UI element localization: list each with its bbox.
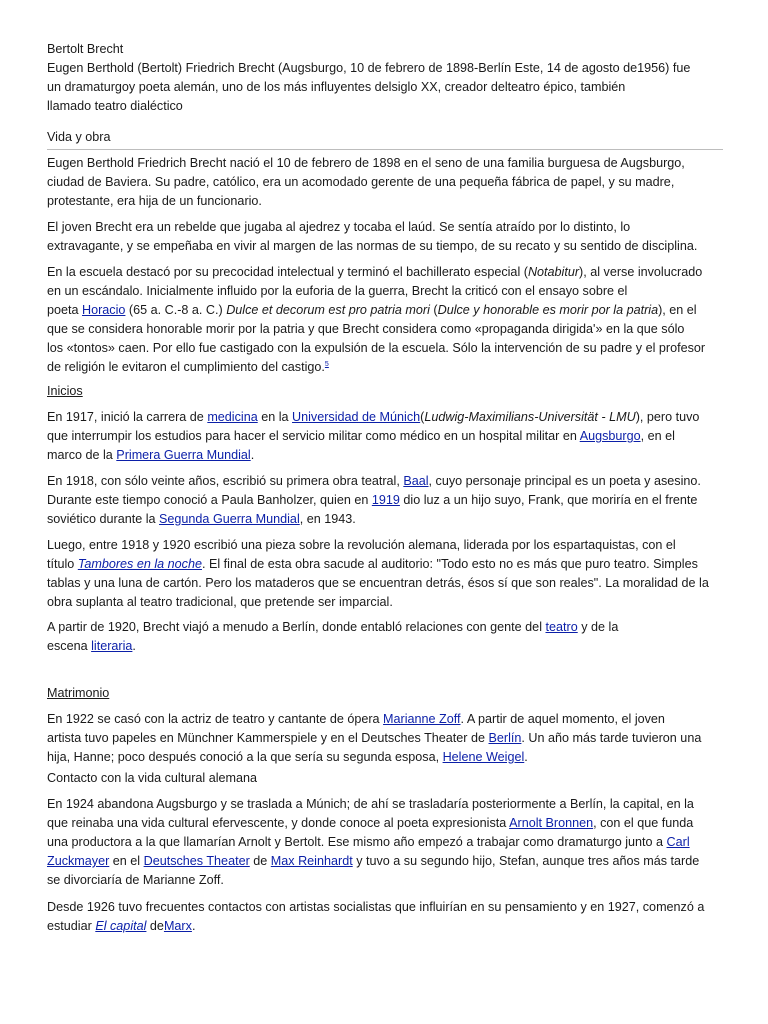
text-run: En 1918, con sólo veinte años, escribió su primera obra teatral, bbox=[47, 474, 404, 488]
link-medicina[interactable]: medicina bbox=[207, 410, 258, 424]
text-run: en la bbox=[257, 410, 293, 424]
text-line bbox=[47, 917, 723, 936]
text-run: . El final de esta obra sacude al auditorio: "Todo esto no es más que puro teatro. Simples bbox=[201, 557, 698, 571]
link-deutsches-theater[interactable]: Deutsches Theater bbox=[143, 854, 250, 868]
text-line bbox=[47, 637, 723, 656]
text-run: de bbox=[249, 854, 271, 868]
text-run-italic: Dulce et decorum est pro patria mori bbox=[226, 303, 430, 317]
section-heading-inicios bbox=[47, 382, 723, 401]
link-universidad-munich[interactable]: Universidad de Múnich bbox=[292, 410, 421, 424]
paragraph-inicios-2 bbox=[47, 472, 723, 529]
text-run: . Un año más tarde tuvieron una bbox=[521, 731, 702, 745]
text-line bbox=[47, 748, 723, 767]
article-title: Bertolt Brecht bbox=[47, 42, 124, 56]
section-heading-vida bbox=[47, 128, 723, 147]
text-line: que se considera honorable morir por la patria y que Brecht considera como «propaganda dirigida'» en la que sólo bbox=[47, 322, 685, 336]
link-augsburgo[interactable]: Augsburgo bbox=[579, 429, 641, 443]
paragraph-inicios-4 bbox=[47, 618, 723, 656]
paragraph-vida-1 bbox=[47, 154, 723, 211]
intro-block bbox=[47, 40, 723, 116]
text-run: hija, Hanne; poco después conoció a la que sería su segunda esposa, bbox=[47, 750, 443, 764]
text-run-italic: Tambores en la noche bbox=[77, 557, 202, 571]
text-line bbox=[47, 814, 723, 833]
link-carl-zuckmayer-cont[interactable]: Zuckmayer bbox=[47, 854, 110, 868]
paragraph-vida-3 bbox=[47, 263, 723, 377]
link-literaria[interactable]: literaria bbox=[91, 639, 133, 653]
text-run: poeta bbox=[47, 303, 83, 317]
text-run: y de la bbox=[577, 620, 619, 634]
text-run: . bbox=[191, 919, 196, 933]
link-marianne-zoff[interactable]: Marianne Zoff bbox=[383, 712, 461, 726]
text-line: se divorciaría de Marianne Zoff. bbox=[47, 873, 224, 887]
text-run: , con el que funda bbox=[593, 816, 694, 830]
section-heading-matrimonio-text[interactable]: Matrimonio bbox=[47, 686, 110, 700]
text-line: Eugen Berthold Friedrich Brecht nació el 10 de febrero de 1898 en el seno de una familia burguesa de Augsburgo, bbox=[47, 156, 685, 170]
paragraph-inicios-3 bbox=[47, 536, 723, 612]
text-line: Luego, entre 1918 y 1920 escribió una pieza sobre la revolución alemana, liderada por los espartaquistas, con el bbox=[47, 538, 676, 552]
link-berlin[interactable]: Berlín bbox=[488, 731, 522, 745]
link-tambores-en-la-noche[interactable] bbox=[78, 557, 202, 571]
text-run: ), en el bbox=[658, 303, 697, 317]
link-horacio[interactable]: Horacio bbox=[82, 303, 126, 317]
link-helene-weigel[interactable]: Helene Weigel bbox=[442, 750, 525, 764]
text-line bbox=[47, 491, 723, 510]
text-run-italic: Ludwig-Maximilians-Universität - LMU bbox=[424, 410, 636, 424]
text-run-italic: Dulce y honorable es morir por la patria bbox=[437, 303, 659, 317]
text-run: de religión le evitaron el cumplimiento del castigo. bbox=[47, 360, 325, 374]
text-run: ( bbox=[429, 303, 438, 317]
text-run: (65 a. C.-8 a. C.) bbox=[125, 303, 227, 317]
section-heading-matrimonio bbox=[47, 684, 723, 703]
text-line: tablas y una luna de cartón. Pero los mataderos que se encuentran detrás, ésos sí que son reales". La moralidad de la bbox=[47, 576, 709, 590]
text-line: obra suplanta al teatro tradicional, que pretende ser imparcial. bbox=[47, 595, 393, 609]
text-run: y tuvo a su segundo hijo, Stefan, aunque tres años más tarde bbox=[352, 854, 700, 868]
text-line bbox=[47, 555, 723, 574]
text-run: , en 1943. bbox=[299, 512, 356, 526]
text-run: ( bbox=[420, 410, 425, 424]
text-line bbox=[47, 408, 723, 427]
text-run: escena bbox=[47, 639, 92, 653]
text-run: . bbox=[250, 448, 255, 462]
text-line bbox=[47, 510, 723, 529]
text-line: en un escándalo. Inicialmente influido por la euforia de la guerra, Brecht la criticó con el ensayo sobre el bbox=[47, 284, 628, 298]
text-run: En 1922 se casó con la actriz de teatro y cantante de ópera bbox=[47, 712, 384, 726]
text-line bbox=[47, 301, 723, 320]
subheading-contacto-text: Contacto con la vida cultural alemana bbox=[47, 771, 258, 785]
subheading-contacto bbox=[47, 769, 723, 788]
text-run: . A partir de aquel momento, el joven bbox=[460, 712, 665, 726]
text-run: , en el bbox=[640, 429, 675, 443]
paragraph-matrimonio-3 bbox=[47, 898, 723, 936]
text-line: Desde 1926 tuvo frecuentes contactos con artistas socialistas que influirían en su pensamiento y en 1927, comenzó a bbox=[47, 900, 705, 914]
text-run: una productora a la que llamarían Arnolt y Bertolt. Ese mismo año empezó a trabajar como dramaturgo junto a bbox=[47, 835, 667, 849]
link-carl-zuckmayer[interactable]: Carl bbox=[666, 835, 690, 849]
link-el-capital[interactable] bbox=[95, 919, 146, 933]
paragraph-matrimonio-2 bbox=[47, 795, 723, 890]
section-heading-vida-text: Vida y obra bbox=[47, 130, 111, 144]
link-segunda-guerra-mundial[interactable]: Segunda Guerra Mundial bbox=[159, 512, 300, 526]
text-run: ), pero tuvo bbox=[635, 410, 700, 424]
intro-line-2: un dramaturgoy poeta alemán, uno de los más influyentes delsiglo XX, creador delteatro épico, también bbox=[47, 80, 626, 94]
text-run: , cuyo personaje principal es un poeta y asesino. bbox=[428, 474, 701, 488]
link-baal[interactable]: Baal bbox=[403, 474, 429, 488]
paragraph-matrimonio-1 bbox=[47, 710, 723, 767]
text-line bbox=[47, 833, 723, 852]
intro-line-3: llamado teatro dialéctico bbox=[47, 99, 183, 113]
text-run: soviético durante la bbox=[47, 512, 160, 526]
text-run: título bbox=[47, 557, 78, 571]
text-run: A partir de 1920, Brecht viajó a menudo a Berlín, donde entabló relaciones con gente del bbox=[47, 620, 546, 634]
section-heading-inicios-text[interactable]: Inicios bbox=[47, 384, 83, 398]
text-line bbox=[47, 852, 723, 871]
text-line bbox=[47, 358, 723, 377]
text-line bbox=[47, 446, 723, 465]
paragraph-inicios-1 bbox=[47, 408, 723, 465]
text-run: marco de la bbox=[47, 448, 117, 462]
section-divider bbox=[47, 149, 723, 150]
link-max-reinhardt[interactable]: Max Reinhardt bbox=[270, 854, 353, 868]
text-run: . bbox=[524, 750, 528, 764]
text-run: ), al verse involucrado bbox=[579, 265, 703, 279]
text-line: En 1924 abandona Augsburgo y se traslada a Múnich; de ahí se trasladaría posteriormente a Berlín, la capital, en la bbox=[47, 797, 694, 811]
link-primera-guerra-mundial[interactable]: Primera Guerra Mundial bbox=[116, 448, 251, 462]
text-line: El joven Brecht era un rebelde que jugaba al ajedrez y tocaba el laúd. Se sentía atraído por lo distinto, lo bbox=[47, 220, 631, 234]
text-line bbox=[47, 618, 723, 637]
text-line bbox=[47, 263, 723, 282]
text-run: en el bbox=[109, 854, 144, 868]
text-line: protestante, era hija de un funcionario. bbox=[47, 194, 262, 208]
text-line bbox=[47, 472, 723, 491]
link-teatro[interactable]: teatro bbox=[545, 620, 578, 634]
text-run: dio luz a un hijo suyo, Frank, que moriría en el frente bbox=[399, 493, 698, 507]
text-line bbox=[47, 427, 723, 446]
text-run: estudiar bbox=[47, 919, 96, 933]
intro-line-1: Eugen Berthold (Bertolt) Friedrich Brecht (Augsburgo, 10 de febrero de 1898-Berlín Este, 14 de agosto de1956) fue bbox=[47, 61, 691, 75]
link-arnolt-bronnen[interactable]: Arnolt Bronnen bbox=[509, 816, 594, 830]
text-run-italic: Notabitur bbox=[527, 265, 580, 279]
text-run: En la escuela destacó por su precocidad intelectual y terminó el bachillerato especial ( bbox=[47, 265, 528, 279]
text-run: que interrumpir los estudios para hacer el servicio militar como médico en un hospital militar en bbox=[47, 429, 580, 443]
text-line: los «tontos» caen. Por ello fue castigado con la expulsión de la escuela. Sólo la intervención de su padre y el profesor bbox=[47, 341, 706, 355]
text-run-italic: El capital bbox=[95, 919, 147, 933]
text-run: . bbox=[132, 639, 136, 653]
text-run: artista tuvo papeles en Münchner Kammerspiele y en el Deutsches Theater de bbox=[47, 731, 489, 745]
text-line: extravagante, y se empeñaba en vivir al margen de las normas de su tiempo, de su recato y su sentido de disciplina. bbox=[47, 239, 698, 253]
paragraph-vida-2 bbox=[47, 218, 723, 256]
text-line: ciudad de Baviera. Su padre, católico, era un acomodado gerente de una pequeña fábrica de papel, y su madre, bbox=[47, 175, 675, 189]
text-run: Durante este tiempo conoció a Paula Banholzer, quien en bbox=[47, 493, 372, 507]
link-marx[interactable]: Marx bbox=[163, 919, 192, 933]
text-run: de bbox=[146, 919, 164, 933]
text-run: En 1917, inició la carrera de bbox=[47, 410, 208, 424]
text-line bbox=[47, 710, 723, 729]
footnote-link[interactable]: 5 bbox=[324, 360, 329, 368]
text-line bbox=[47, 729, 723, 748]
link-1919[interactable]: 1919 bbox=[371, 493, 400, 507]
text-run: que reinaba una vida cultural efervescente, y donde conoce al poeta expresionista bbox=[47, 816, 510, 830]
